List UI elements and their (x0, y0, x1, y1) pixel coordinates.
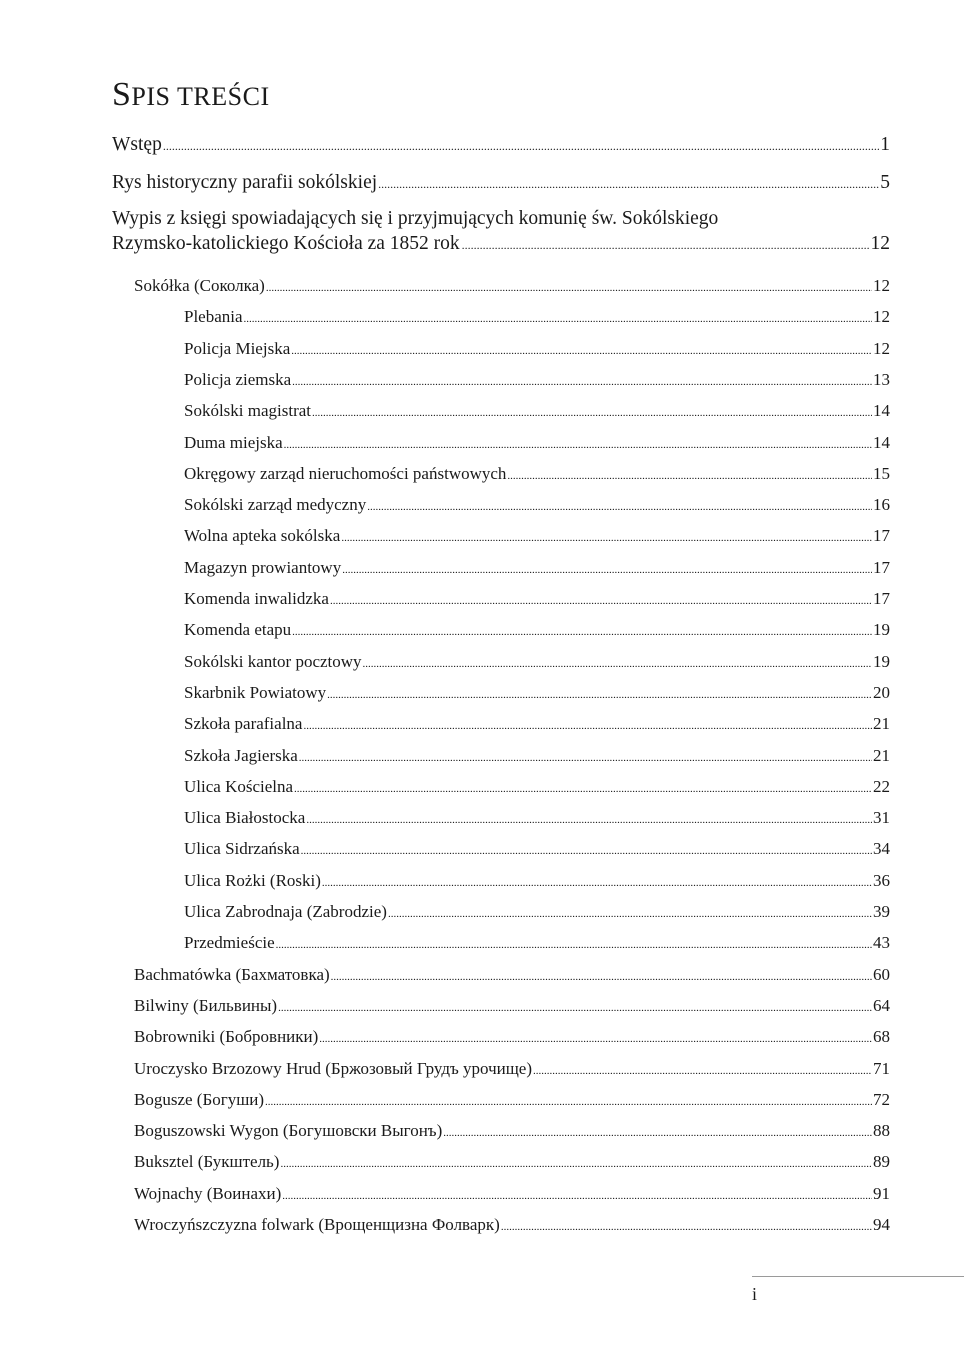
toc-entry-page: 17 (873, 526, 890, 546)
toc-entry-label: Plebania (184, 307, 243, 327)
toc-entry-label: Komenda inwalidzka (184, 589, 329, 608)
toc-entry-page: 60 (873, 964, 890, 984)
toc-entry-label: Ulica Białostocka (184, 808, 306, 828)
toc-entry-page: 20 (873, 682, 890, 702)
dot-leader (443, 1121, 872, 1141)
toc-entry-wypis[interactable]: Wypis z księgi spowiadających się i przyjmujących komunię św. Sokólskiego Rzymsko-katolickiego Kościoła za 1852 rok ..... 12 (112, 208, 890, 255)
toc-entry-label: Uroczysko Brzozowy Hrud (Бржозовый Грудъ урочище) (134, 1058, 533, 1078)
dot-leader (280, 1152, 872, 1172)
toc-entry-label: Policja Miejska (184, 338, 291, 358)
toc-entry-page: 12 (873, 338, 890, 358)
dot-leader (299, 746, 872, 766)
toc-entry[interactable] (184, 652, 890, 672)
toc-entry[interactable] (184, 871, 890, 891)
toc-entry[interactable] (184, 777, 890, 797)
page-number: i (752, 1284, 758, 1304)
toc-entry-page: 21 (873, 745, 890, 765)
toc-entry[interactable] (184, 746, 890, 766)
dot-leader (292, 620, 872, 640)
toc-entry-page: 72 (873, 1089, 890, 1109)
toc-entry-label: Bilwiny (Бильвины) (134, 995, 278, 1015)
toc-entry-page: 14 (873, 401, 890, 421)
toc-entry-label: Wroczyńszczyzna folwark (Врощенщизна Фолварк) (134, 1215, 500, 1234)
toc-entry-page: 14 (873, 432, 890, 452)
toc-entry-label: Wojnachy (Воинахи) (134, 1183, 282, 1203)
toc-entry[interactable] (134, 1059, 890, 1079)
dot-leader (278, 996, 872, 1016)
dot-leader (367, 495, 872, 515)
dot-leader (301, 839, 872, 859)
toc-entry-label: Bogusze (Богуши) (134, 1089, 265, 1109)
toc-entry-page: 68 (873, 1027, 890, 1047)
toc-entry-label: Sokólski magistrat (184, 401, 312, 421)
toc-entry-page: 64 (873, 995, 890, 1015)
toc-entry-page: 36 (873, 870, 890, 890)
dot-leader (322, 871, 872, 891)
toc-entry[interactable] (134, 996, 890, 1016)
dot-leader (312, 401, 872, 421)
toc-entry[interactable] (184, 902, 890, 922)
toc-entry-page: 13 (873, 369, 890, 389)
toc-entry-page: 17 (873, 589, 890, 608)
dot-leader (363, 652, 872, 672)
toc-entry-label: Ulica Kościelna (184, 776, 294, 796)
toc-entry[interactable] (184, 714, 890, 734)
toc-entry[interactable] (134, 276, 890, 296)
toc-entry-page: 21 (873, 714, 890, 734)
dot-leader (291, 339, 872, 359)
toc-entry-rys-historyczny[interactable]: Rys historyczny parafii sokólskiej ..... 5 (112, 172, 890, 194)
toc-entry-label: Przedmieście (184, 933, 275, 953)
dot-leader (284, 433, 872, 453)
toc-entry[interactable] (134, 1121, 890, 1141)
toc-entry-label: Magazyn prowiantowy (184, 557, 342, 577)
toc-entry[interactable] (184, 307, 890, 327)
toc-entry[interactable] (184, 933, 890, 953)
dot-leader (294, 777, 872, 797)
dot-leader (292, 370, 872, 390)
toc-entry-page: 12 (873, 276, 890, 295)
toc-entry-page: 94 (873, 1215, 890, 1234)
dot-leader (327, 683, 872, 703)
toc-entry-page: 19 (873, 651, 890, 671)
toc-entry-label: Komenda etapu (184, 620, 292, 640)
dot-leader (319, 1027, 872, 1047)
toc-entry-label: Szkoła parafialna (184, 714, 303, 734)
dot-leader (265, 1090, 872, 1110)
dot-leader (244, 307, 872, 327)
toc-entry-label: Szkoła Jagierska (184, 745, 298, 765)
toc-entry[interactable] (184, 401, 890, 421)
toc-entry[interactable] (184, 370, 890, 390)
dot-leader (462, 233, 869, 255)
dot-leader (303, 714, 872, 734)
dot-leader (533, 1059, 872, 1079)
toc-entry-label: Ulica Rożki (Roski) (184, 870, 321, 890)
dot-leader (507, 464, 872, 484)
toc-entry[interactable] (134, 1090, 890, 1110)
dot-leader (276, 933, 872, 953)
toc-entry[interactable] (184, 589, 890, 609)
toc-entry[interactable] (184, 808, 890, 828)
toc-entry-label: Bobrowniki (Бобровники) (134, 1027, 319, 1047)
toc-entry[interactable] (184, 339, 890, 359)
toc-entry[interactable] (184, 526, 890, 546)
toc-entry-page: 39 (873, 902, 890, 921)
footer-divider (752, 1276, 964, 1277)
toc-entry-label: Policja ziemska (184, 369, 292, 389)
dot-leader (342, 558, 872, 578)
toc-entry-page: 91 (873, 1183, 890, 1203)
toc-entry-label: Sokółka (Соколка) (134, 276, 265, 295)
dot-leader (282, 1184, 872, 1204)
dot-leader (501, 1215, 872, 1235)
toc-entry-label: Ulica Sidrzańska (184, 839, 300, 859)
dot-leader (330, 589, 872, 609)
toc-entry-label: Bachmatówka (Бахматовка) (134, 964, 330, 984)
toc-entry-label: Boguszowski Wygon (Богушовски Выгонъ) (134, 1121, 443, 1141)
toc-entry-label: Skarbnik Powiatowy (184, 682, 327, 702)
toc-entry[interactable] (134, 1215, 890, 1235)
toc-entry[interactable] (184, 558, 890, 578)
toc-entry-label: Ulica Zabrodnaja (Zabrodzie) (184, 902, 387, 921)
toc-entry-page: 88 (873, 1121, 890, 1141)
dot-leader (306, 808, 872, 828)
toc-entry-label: Okręgowy zarząd nieruchomości państwowych (184, 463, 507, 483)
toc-entry-page: 19 (873, 620, 890, 640)
toc-entry-page: 15 (873, 463, 890, 483)
dot-leader (331, 965, 872, 985)
toc-entry[interactable] (134, 965, 890, 985)
toc-entry[interactable] (184, 433, 890, 453)
toc-entry[interactable] (134, 1184, 890, 1204)
page-title: SPIS TREŚCI (112, 76, 270, 113)
toc-entry-label: Duma miejska (184, 432, 283, 452)
toc-entry[interactable] (184, 683, 890, 703)
toc-entry[interactable] (184, 620, 890, 640)
toc-entry[interactable] (184, 495, 890, 515)
dot-leader (266, 276, 872, 296)
dot-leader (163, 134, 879, 156)
toc-entry-page: 34 (873, 839, 890, 859)
dot-leader (388, 902, 872, 922)
dot-leader (341, 526, 872, 546)
toc-entry-page: 43 (873, 933, 890, 953)
toc-entry-page: 22 (873, 776, 890, 796)
toc-entry-page: 89 (873, 1152, 890, 1172)
toc-entry-page: 12 (873, 307, 890, 327)
toc-entry-label: Sokólski zarząd medyczny (184, 495, 367, 515)
toc-entry-label: Buksztel (Букштель) (134, 1152, 280, 1172)
toc-entry-page: 31 (873, 808, 890, 828)
toc-entry-label: Wolna apteka sokólska (184, 526, 341, 546)
toc-entry-page: 17 (873, 557, 890, 577)
toc-entry[interactable] (134, 1027, 890, 1047)
toc-entry-page: 71 (873, 1058, 890, 1078)
toc-entry[interactable] (134, 1152, 890, 1172)
toc-entry-wstep[interactable]: Wstęp ..... 1 (112, 134, 890, 156)
toc-entry-page: 16 (873, 495, 890, 515)
toc-entry[interactable] (184, 839, 890, 859)
dot-leader (378, 172, 879, 194)
toc-entry-label: Sokólski kantor pocztowy (184, 651, 362, 671)
toc-entry[interactable] (184, 464, 890, 484)
